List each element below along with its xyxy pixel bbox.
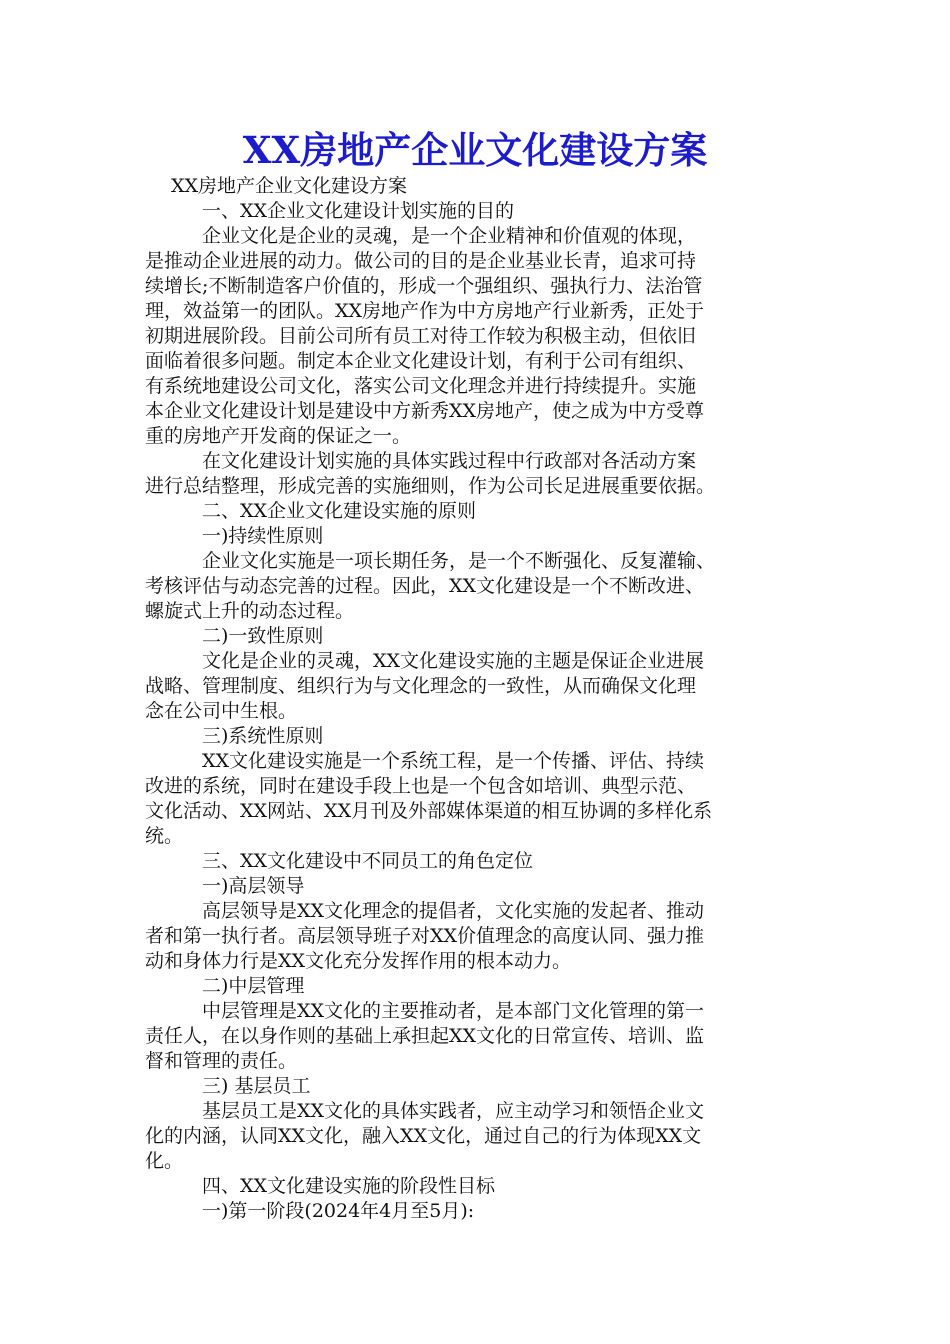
text-line: 动和身体力行是XX文化充分发挥作用的根本动力。: [145, 950, 572, 972]
text-line: 中层管理是XX文化的主要推动者，是本部门文化管理的第一: [202, 1000, 705, 1022]
text-line: 二)中层管理: [202, 975, 305, 997]
text-line: XX文化建设实施是一个系统工程，是一个传播、评估、持续: [202, 750, 705, 772]
text-line: 续增长;不断制造客户价值的，形成一个强组织、强执行力、法治管: [145, 275, 703, 297]
text-line: 理，效益第一的团队。XX房地产作为中方房地产行业新秀，正处于: [145, 300, 705, 322]
text-line: 考核评估与动态完善的过程。因此，XX文化建设是一个不断改进、: [145, 575, 705, 597]
text-line: 三) 基层员工: [202, 1075, 311, 1097]
text-line: 念在公司中生根。: [145, 700, 298, 722]
text-line: 一、XX企业文化建设计划实施的目的: [202, 200, 515, 222]
text-line: 战略、管理制度、组织行为与文化理念的一致性，从而确保文化理: [145, 675, 697, 697]
text-line: 者和第一执行者。高层领导班子对XX价值理念的高度认同、强力推: [145, 925, 705, 947]
text-line: 二、XX企业文化建设实施的原则: [202, 500, 477, 522]
text-line: 二)一致性原则: [202, 625, 324, 647]
text-line: 基层员工是XX文化的具体实践者，应主动学习和领悟企业文: [202, 1100, 705, 1122]
text-line: 一)第一阶段(2024年4月至5月):: [202, 1200, 475, 1222]
text-line: 面临着很多问题。制定本企业文化建设计划，有利于公司有组织、: [145, 350, 697, 372]
text-line: 三)系统性原则: [202, 725, 324, 747]
text-line: 是推动企业进展的动力。做公司的目的是企业基业长青，追求可持: [145, 250, 697, 272]
text-line: 责任人，在以身作则的基础上承担起XX文化的日常宣传、培训、监: [145, 1025, 705, 1047]
text-line: 督和管理的责任。: [145, 1050, 298, 1072]
text-line: 文化是企业的灵魂，XX文化建设实施的主题是保证企业进展: [202, 650, 705, 672]
text-line: 企业文化实施是一项长期任务，是一个不断强化、反复灌输、: [202, 550, 716, 572]
text-line: 一)高层领导: [202, 875, 305, 897]
text-line: 有系统地建设公司文化，落实公司文化理念并进行持续提升。实施: [145, 375, 697, 397]
text-line: 一)持续性原则: [202, 525, 324, 547]
text-line: 四、XX文化建设实施的阶段性目标: [202, 1175, 496, 1197]
text-line: 改进的系统，同时在建设手段上也是一个包含如培训、典型示范、: [145, 775, 697, 797]
text-line: 本企业文化建设计划是建设中方新秀XX房地产，使之成为中方受尊: [145, 400, 705, 422]
text-line: 三、XX文化建设中不同员工的角色定位: [202, 850, 534, 872]
document-title: XX房地产企业文化建设方案: [242, 128, 708, 172]
text-line: 文化活动、XX网站、XX月刊及外部媒体渠道的相互协调的多样化系: [145, 800, 713, 822]
text-line: 高层领导是XX文化理念的提倡者，文化实施的发起者、推动: [202, 900, 705, 922]
text-line: XX房地产企业文化建设方案: [171, 175, 408, 197]
text-line: 在文化建设计划实施的具体实践过程中行政部对各活动方案: [202, 450, 697, 472]
text-line: 螺旋式上升的动态过程。: [145, 600, 355, 622]
text-line: 进行总结整理，形成完善的实施细则，作为公司长足进展重要依据。: [145, 475, 716, 497]
text-line: 企业文化是企业的灵魂，是一个企业精神和价值观的体现，: [202, 225, 697, 247]
text-line: 统。: [145, 825, 184, 847]
text-line: 重的房地产开发商的保证之一。: [145, 425, 412, 447]
text-line: 化。: [145, 1150, 184, 1172]
text-line: 初期进展阶段。目前公司所有员工对待工作较为积极主动，但依旧: [145, 325, 697, 347]
text-line: 化的内涵，认同XX文化，融入XX文化，通过自己的行为体现XX文: [145, 1125, 702, 1147]
